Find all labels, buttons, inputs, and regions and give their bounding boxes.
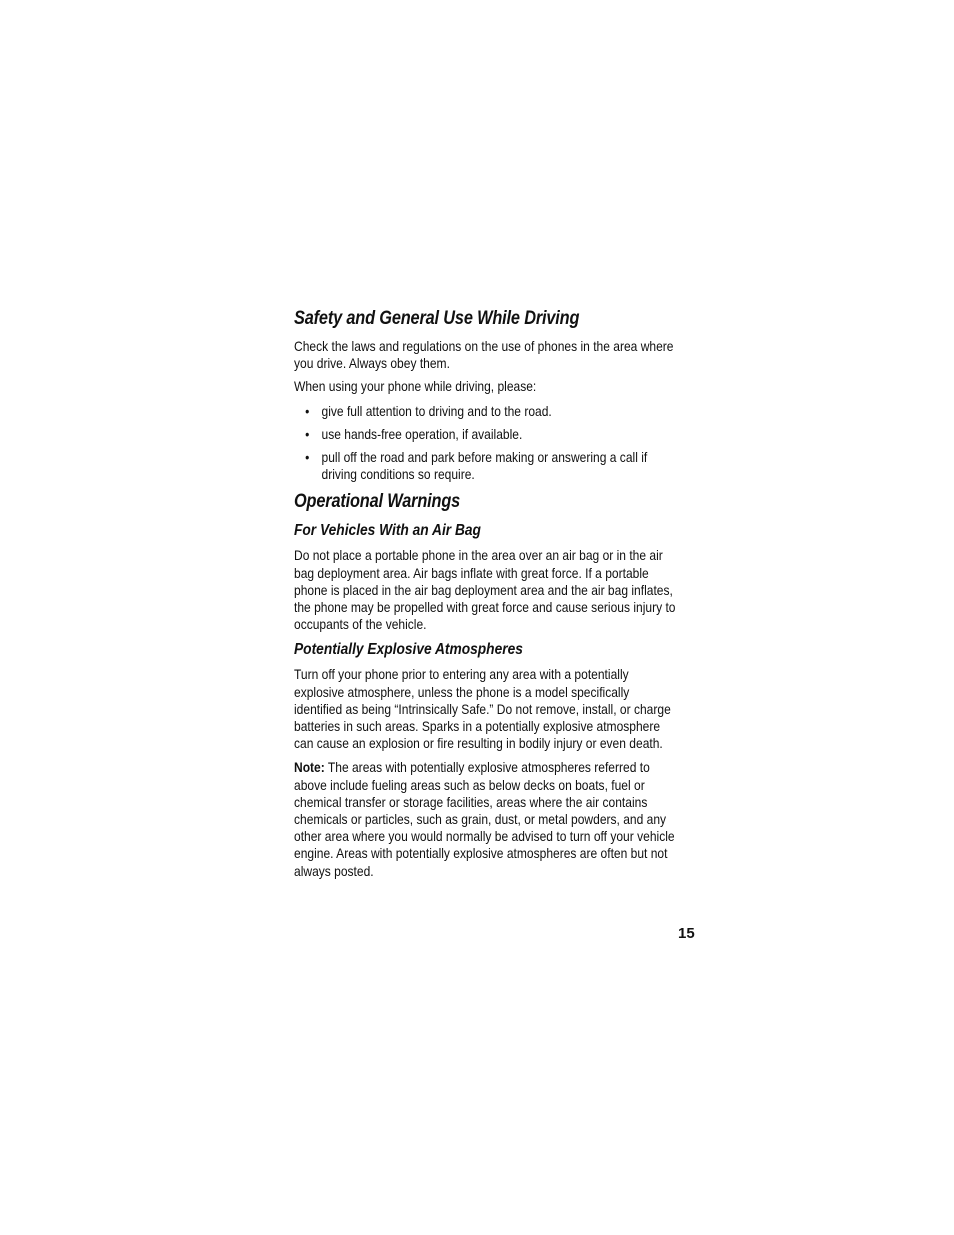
bullet-icon: • bbox=[305, 402, 310, 419]
list-item bbox=[294, 403, 676, 420]
page-content bbox=[294, 308, 676, 880]
list-item bbox=[294, 449, 676, 483]
list-item bbox=[294, 426, 676, 443]
section-heading-safety-driving: Safety and General Use While Driving bbox=[294, 308, 580, 329]
subheading-explosive-atmospheres: Potentially Explosive Atmospheres bbox=[294, 641, 523, 659]
list-item-text: use hands-free operation, if available. bbox=[321, 425, 523, 442]
paragraph-air-bag: Do not place a portable phone in the area over an air bag or in the air bag deployment area. Air bags inflate with great force. If a portable phone is placed in the air bag deployment area and the air bag inflates, the phone may be propelled with great force and cause serious injury to occupants of the vehicle. bbox=[294, 547, 676, 633]
subheading-air-bag: For Vehicles With an Air Bag bbox=[294, 522, 481, 540]
driving-tips-list bbox=[294, 403, 676, 484]
bullet-icon: • bbox=[305, 449, 310, 466]
note-text: The areas with potentially explosive atmospheres referred to above include fueling areas such as below decks on boats, fuel or chemical transfer or storage facilities, areas where the air contains chemicals or particles, such as grain, dust, or metal powders, and any other area where you would normally be advised to turn off your vehicle engine. Areas with potentially explosive atmospheres are often but not always posted. bbox=[294, 759, 675, 879]
list-item-text: give full attention to driving and to the road. bbox=[321, 402, 552, 419]
paragraph-when-using: When using your phone while driving, please: bbox=[294, 378, 537, 395]
list-item-text: pull off the road and park before making or answering a call if driving conditions so require. bbox=[321, 449, 648, 483]
section-heading-operational-warnings: Operational Warnings bbox=[294, 491, 461, 513]
bullet-icon: • bbox=[305, 425, 310, 442]
page-number: 15 bbox=[678, 925, 695, 942]
paragraph-note bbox=[294, 759, 676, 879]
note-label: Note: bbox=[294, 759, 325, 776]
paragraph-explosive-atmospheres: Turn off your phone prior to entering any area with a potentially explosive atmosphere, unless the phone is a model specifically identified as being “Intrinsically Safe.” Do not remove, install, or charge batteries in such areas. Sparks in a potentially explosive atmosphere can cause an explosion or fire resulting in bodily injury or even death. bbox=[294, 666, 671, 752]
paragraph-check-laws: Check the laws and regulations on the use of phones in the area where you drive. Always obey them. bbox=[294, 338, 674, 372]
